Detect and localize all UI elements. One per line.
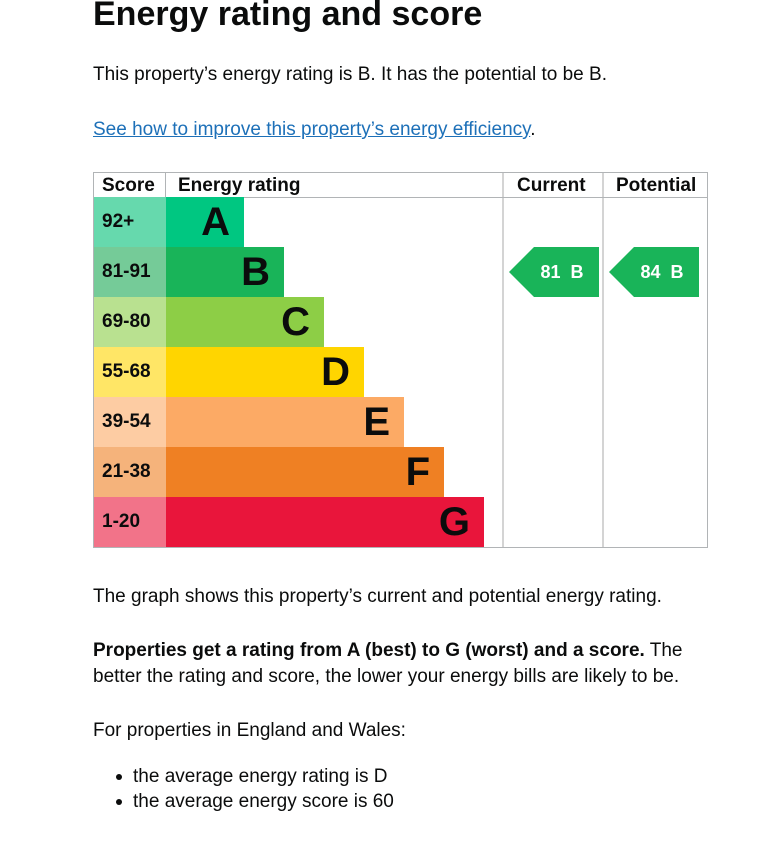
page-title: Energy rating and score (93, 0, 483, 33)
band-e (94, 397, 390, 447)
header-current: Current (517, 175, 586, 196)
band-letter: E (363, 400, 390, 444)
potential-rating-label (609, 247, 699, 297)
band-score: 69-80 (94, 297, 166, 347)
rating-explanation-rest: The better the rating and score, the lower your energy bills are likely to be. (93, 640, 683, 687)
band-bar (166, 347, 364, 397)
header-score: Score (102, 175, 155, 196)
band-f (94, 447, 430, 497)
potential-rating-arrow (609, 247, 699, 297)
band-score: 81-91 (94, 247, 166, 297)
energy-rating-chart (93, 172, 708, 548)
band-letter: G (438, 500, 470, 544)
band-b (94, 247, 270, 297)
band-bar (166, 497, 484, 547)
potential-letter: B (670, 262, 684, 282)
band-bar (166, 197, 244, 247)
band-c (94, 297, 310, 347)
region-intro: For properties in England and Wales: (93, 720, 406, 741)
average-score-item: the average energy score is 60 (93, 789, 394, 814)
link-suffix: . (530, 119, 536, 140)
current-rating-arrow (509, 247, 599, 297)
averages-list (93, 764, 394, 814)
score-divider (165, 173, 166, 198)
band-letter: A (201, 200, 230, 244)
current-rating-label (509, 247, 599, 297)
improve-efficiency-link[interactable]: See how to improve this property’s energy efficiency (93, 119, 531, 140)
band-score: 21-38 (94, 447, 166, 497)
band-bar (166, 247, 284, 297)
current-divider (502, 173, 504, 547)
band-score: 39-54 (94, 397, 166, 447)
band-d (94, 347, 350, 397)
band-g (94, 497, 470, 547)
rating-explanation (93, 638, 703, 690)
band-letter: D (321, 350, 350, 394)
improve-paragraph (93, 117, 536, 143)
current-score: 81 (540, 262, 561, 282)
band-score: 55-68 (94, 347, 166, 397)
current-letter: B (570, 262, 584, 282)
rating-explanation-bold: Properties get a rating from A (best) to G (worst) and a score. (93, 640, 645, 661)
graph-caption: The graph shows this property’s current and potential energy rating. (93, 586, 662, 607)
band-bar (166, 297, 324, 347)
band-letter: F (405, 450, 430, 494)
band-a (94, 197, 230, 247)
band-bar (166, 397, 404, 447)
header-potential: Potential (616, 175, 697, 196)
band-letter: B (241, 250, 270, 294)
header-energy-rating: Energy rating (178, 175, 301, 196)
average-rating-item: the average energy rating is D (93, 764, 394, 789)
band-score: 92+ (94, 197, 166, 247)
band-score: 1-20 (94, 497, 166, 547)
rating-summary: This property’s energy rating is B. It has the potential to be B. (93, 64, 607, 85)
potential-score: 84 (640, 262, 661, 282)
band-bar (166, 447, 444, 497)
potential-divider (602, 173, 604, 547)
band-letter: C (281, 300, 310, 344)
